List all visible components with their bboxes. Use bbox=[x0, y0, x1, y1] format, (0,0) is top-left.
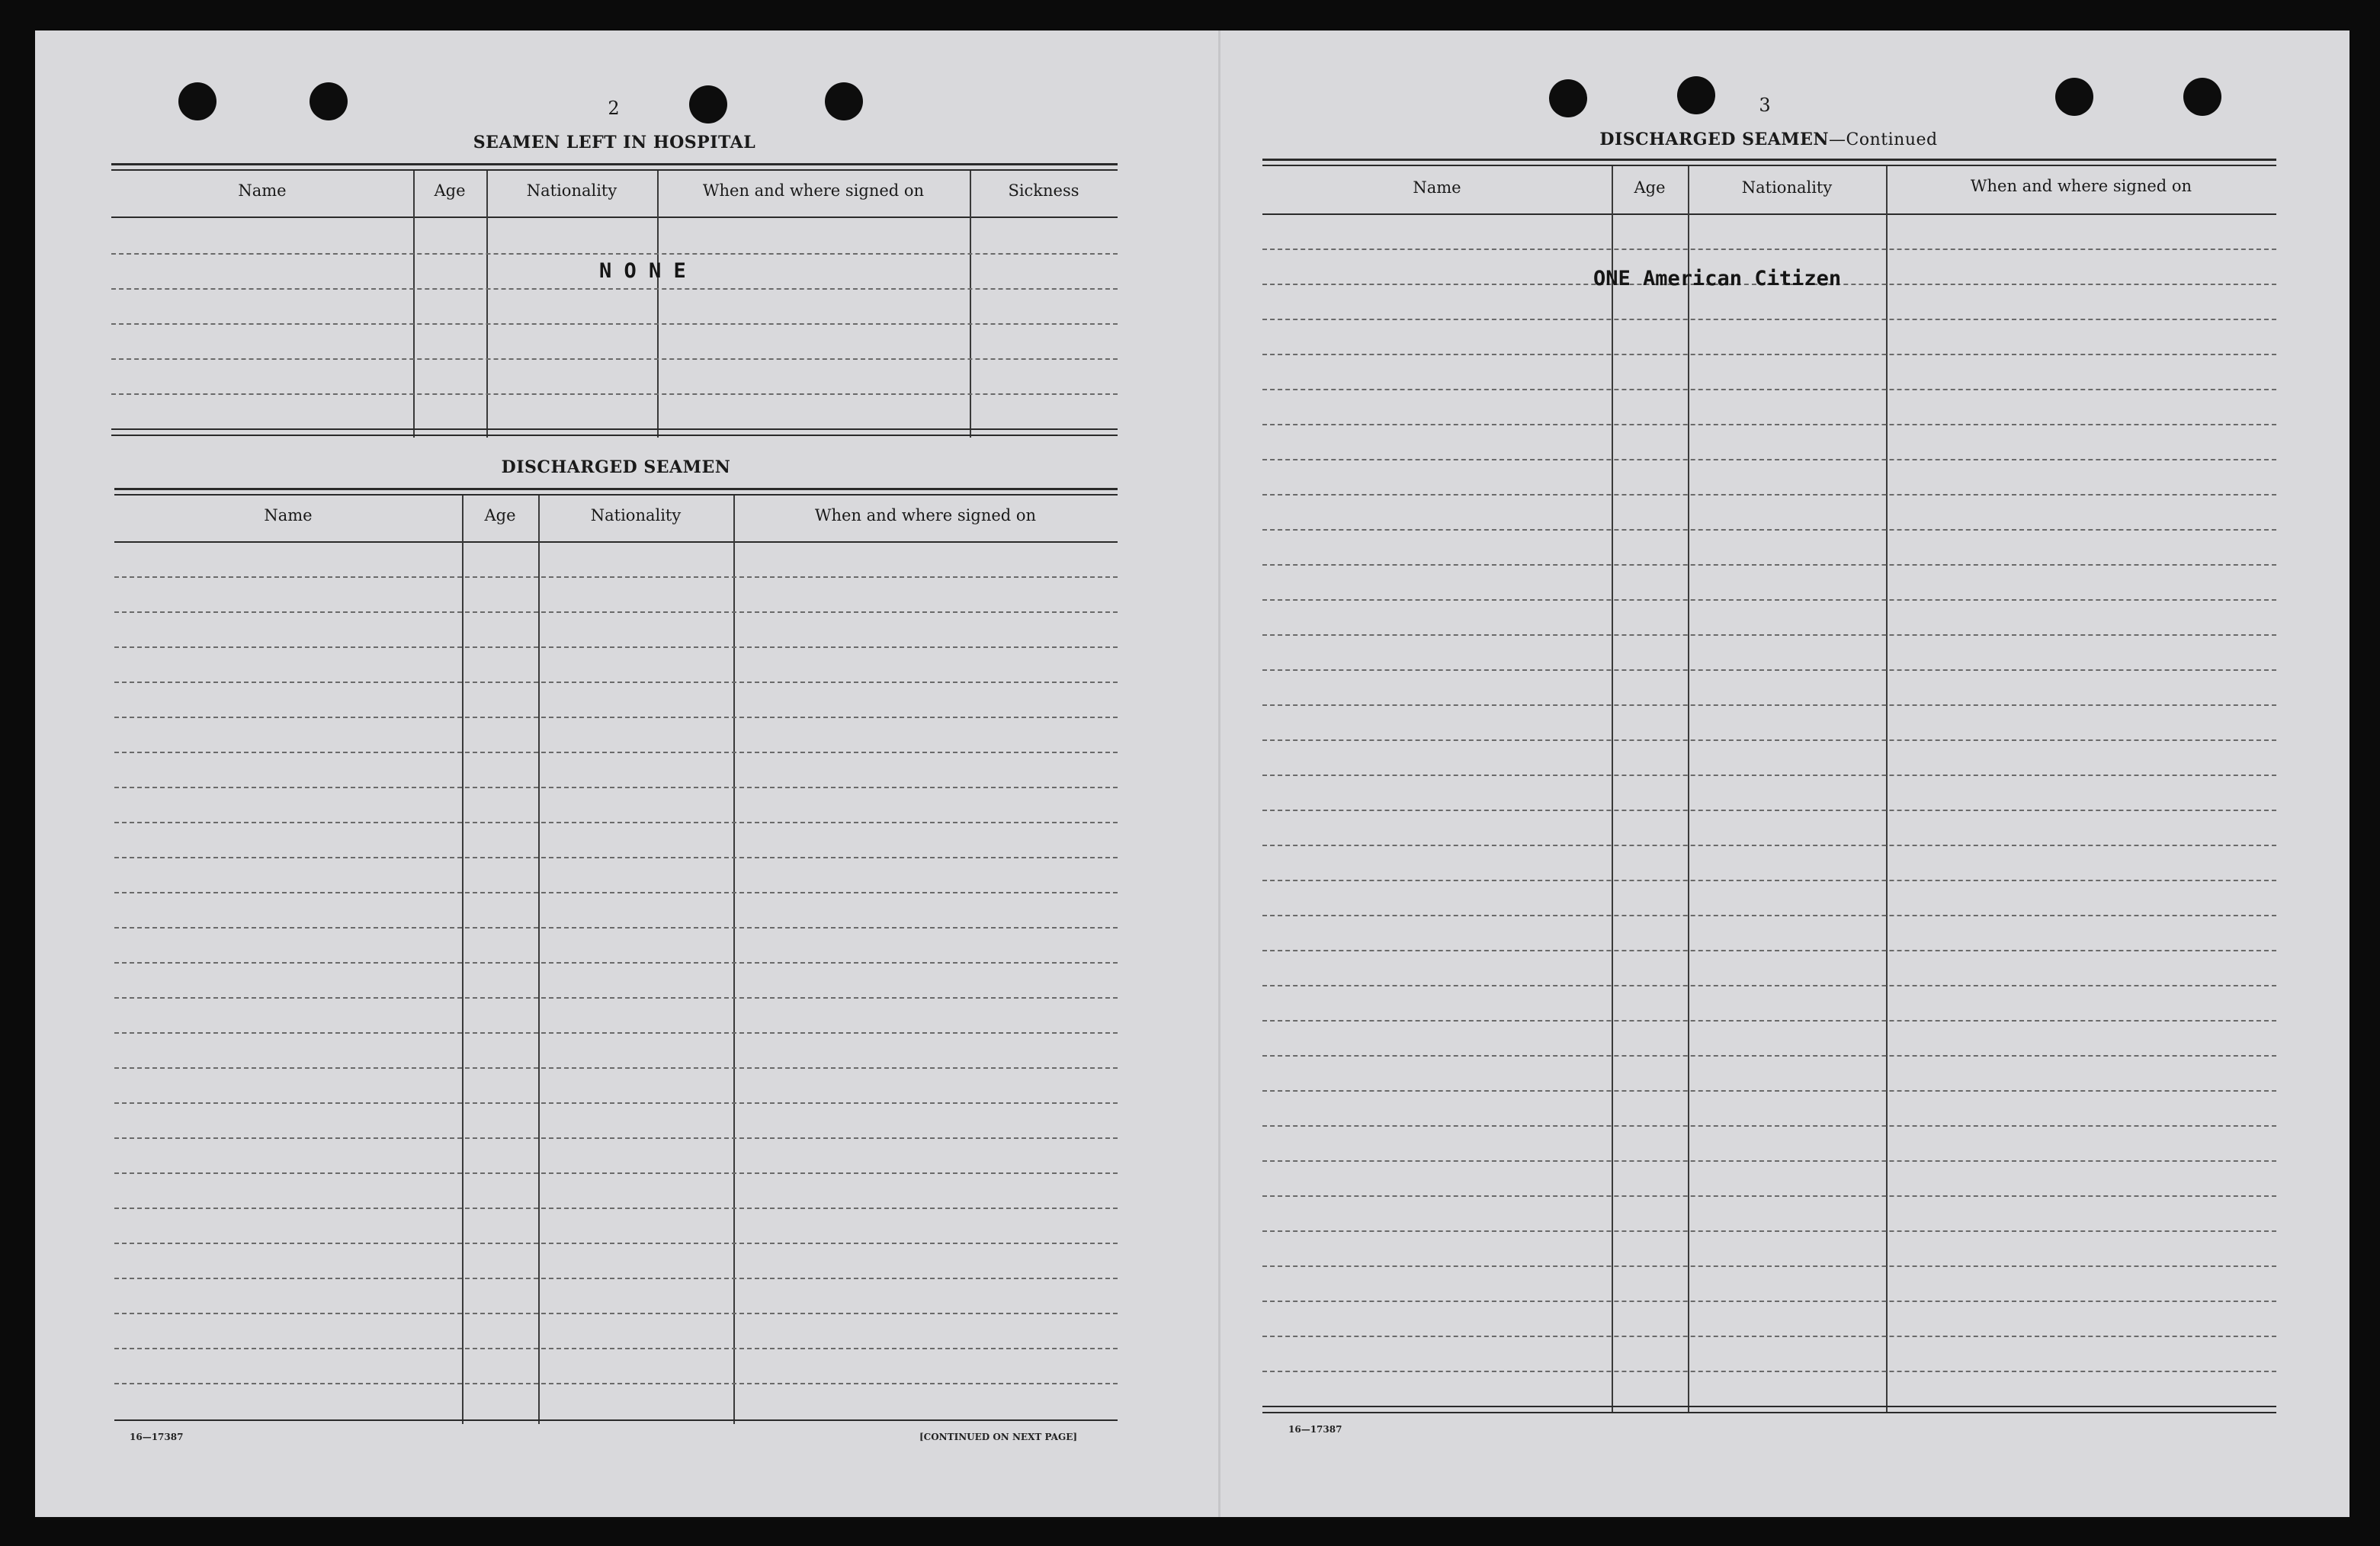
column-header-age: Age bbox=[434, 181, 466, 200]
discharged-continued-title-suffix: —Continued bbox=[1829, 130, 1938, 149]
discharged-continued-title bbox=[1265, 130, 2272, 149]
form-number-right: 16—17387 bbox=[1288, 1424, 1342, 1435]
discharged-table-left bbox=[114, 488, 1118, 1424]
punch-hole bbox=[689, 85, 727, 123]
punch-hole bbox=[2055, 78, 2093, 116]
punch-hole bbox=[310, 82, 348, 120]
hospital-table bbox=[111, 163, 1118, 438]
discharged-continued-title-main: DISCHARGED SEAMEN bbox=[1599, 130, 1830, 149]
typed-discharged-entry: ONE American Citizen bbox=[1593, 267, 1842, 290]
punch-hole bbox=[1549, 79, 1587, 117]
column-header-name: Name bbox=[1413, 178, 1461, 197]
hospital-section-title: SEAMEN LEFT IN HOSPITAL bbox=[473, 133, 756, 152]
page-number-right: 3 bbox=[1759, 95, 1771, 116]
punch-hole bbox=[2183, 78, 2221, 116]
discharged-table-right bbox=[1262, 159, 2276, 1413]
continued-note: [CONTINUED ON NEXT PAGE] bbox=[919, 1432, 1078, 1442]
form-number-left: 16—17387 bbox=[130, 1432, 184, 1442]
page-number-left: 2 bbox=[608, 98, 620, 119]
column-header-nationality: Nationality bbox=[590, 506, 682, 524]
column-header-age: Age bbox=[484, 506, 516, 524]
discharged-section-title: DISCHARGED SEAMEN bbox=[501, 457, 731, 477]
page-fold bbox=[1218, 30, 1220, 1517]
column-header-signed-on: When and where signed on bbox=[1970, 177, 2192, 195]
punch-hole bbox=[825, 82, 863, 120]
column-header-nationality: Nationality bbox=[526, 181, 617, 200]
column-header-name: Name bbox=[264, 506, 313, 524]
column-header-signed-on: When and where signed on bbox=[814, 506, 1037, 524]
column-header-age: Age bbox=[1634, 178, 1666, 197]
typed-none-entry: N O N E bbox=[599, 259, 686, 283]
column-header-signed-on: When and where signed on bbox=[702, 181, 925, 200]
column-header-name: Name bbox=[238, 181, 287, 200]
column-header-nationality: Nationality bbox=[1741, 178, 1833, 197]
punch-hole bbox=[1677, 76, 1715, 114]
column-header-sickness: Sickness bbox=[1008, 181, 1079, 200]
punch-hole bbox=[178, 82, 217, 120]
